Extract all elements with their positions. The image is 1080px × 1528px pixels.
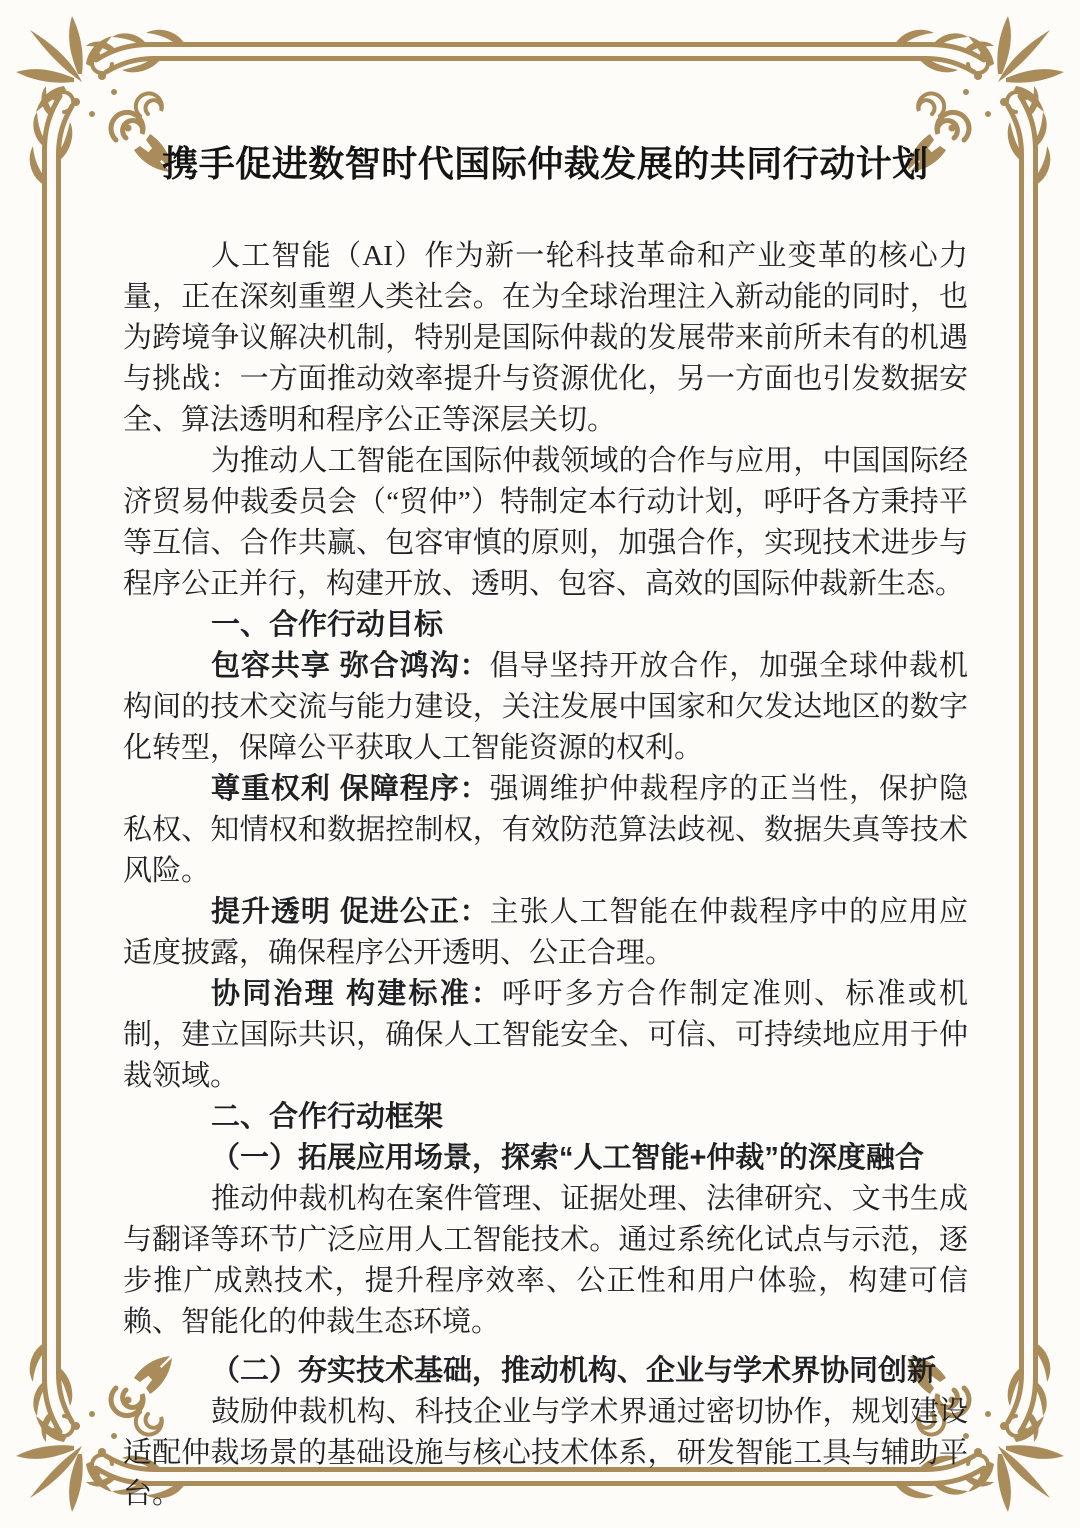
goal-respect-rights-text: 强调维护仲裁程序的正当性，保护隐私权、知情权和数据控制权，有效防范算法歧视、数据失真等技术风险。 bbox=[123, 773, 968, 887]
paragraph-intro-2: 为推动人工智能在国际仲裁领域的合作与应用，中国国际经济贸易仲裁委员会（“贸仲”）特制定本行动计划，呼吁各方秉持平等互信、合作共赢、包容审慎的原则，加强合作，实现技术进步与程序公正并行，构建开放、透明、包容、高效的国际仲裁新生态。 bbox=[123, 445, 968, 600]
goal-inclusive-sharing-text: 倡导坚持开放合作，加强全球仲裁机构间的技术交流与能力建设，关注发展中国家和欠发达地区的数字化转型，保障公平获取人工智能资源的权利。 bbox=[123, 650, 968, 764]
paragraph-technical-foundation: 鼓励仲裁机构、科技企业与学术界通过密切协作，规划建设适配仲裁场景的基础设施与核心技术体系，研发智能工具与辅助平台。 bbox=[123, 1396, 968, 1510]
goal-transparency-lead: 提升透明 促进公正： bbox=[211, 896, 490, 928]
document-body bbox=[123, 138, 968, 1515]
goal-inclusive-sharing bbox=[123, 646, 968, 769]
paragraph-application-scenarios: 推动仲裁机构在案件管理、证据处理、法律研究、文书生成与翻译等环节广泛应用人工智能技术。通过系统化试点与示范，逐步推广成熟技术，提升程序效率、公正性和用户体验，构建可信赖、智能化的仲裁生态环境。 bbox=[123, 1183, 968, 1338]
paragraph-intro-1: 人工智能（AI）作为新一轮科技革命和产业变革的核心力量，正在深刻重塑人类社会。在为全球治理注入新动能的同时，也为跨境争议解决机制，特别是国际仲裁的发展带来前所未有的机遇与挑战：一方面推动效率提升与资源优化，另一方面也引发数据安全、算法透明和程序公正等深层关切。 bbox=[123, 240, 968, 436]
goal-inclusive-sharing-lead: 包容共享 弥合鸿沟： bbox=[211, 650, 490, 682]
goal-governance-lead: 协同治理 构建标准： bbox=[211, 978, 503, 1010]
goal-governance bbox=[123, 974, 968, 1097]
goal-governance-text: 呼吁多方合作制定准则、标准或机制，建立国际共识，确保人工智能安全、可信、可持续地应用于仲裁领域。 bbox=[123, 978, 968, 1092]
goal-transparency-text: 主张人工智能在仲裁程序中的应用应适度披露，确保程序公开透明、公正合理。 bbox=[123, 896, 968, 969]
section-heading-goals: 一、合作行动目标 bbox=[211, 609, 444, 641]
subheading-application-scenarios: （一）拓展应用场景，探索“人工智能+仲裁”的深度融合 bbox=[211, 1142, 924, 1174]
goal-respect-rights bbox=[123, 769, 968, 892]
subheading-technical-foundation: （二）夯实技术基础，推动机构、企业与学术界协同创新 bbox=[211, 1355, 937, 1387]
section-heading-framework: 二、合作行动框架 bbox=[211, 1101, 444, 1133]
goal-respect-rights-lead: 尊重权利 保障程序： bbox=[211, 773, 490, 805]
goal-transparency bbox=[123, 892, 968, 974]
document-title: 携手促进数智时代国际仲裁发展的共同行动计划 bbox=[162, 144, 929, 184]
